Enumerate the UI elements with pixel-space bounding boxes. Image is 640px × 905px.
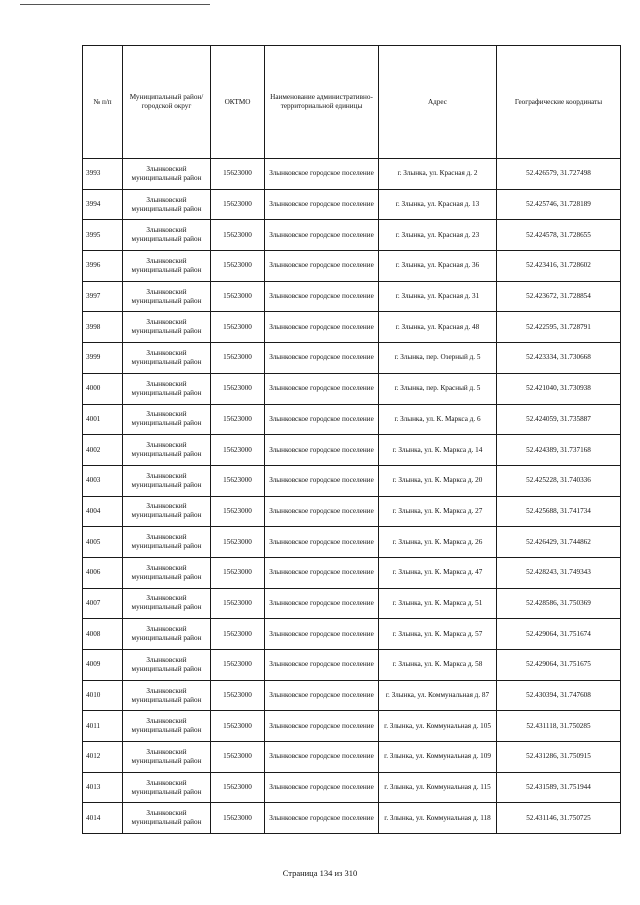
table-row bbox=[83, 557, 621, 588]
cell-district: Злынковский муниципальный район bbox=[123, 220, 211, 251]
cell-coords: 52.424389, 31.737168 bbox=[497, 435, 621, 466]
table-row bbox=[83, 159, 621, 190]
cell-num: 4003 bbox=[83, 465, 123, 496]
cell-coords: 52.425228, 31.740336 bbox=[497, 465, 621, 496]
cell-district: Злынковский муниципальный район bbox=[123, 189, 211, 220]
cell-coords: 52.421040, 31.730938 bbox=[497, 373, 621, 404]
cell-unit: Злынковское городское поселение bbox=[265, 803, 379, 834]
table-row bbox=[83, 619, 621, 650]
cell-oktmo: 15623000 bbox=[211, 742, 265, 773]
table-row bbox=[83, 711, 621, 742]
cell-district: Злынковский муниципальный район bbox=[123, 588, 211, 619]
cell-oktmo: 15623000 bbox=[211, 281, 265, 312]
cell-unit: Злынковское городское поселение bbox=[265, 312, 379, 343]
table-row bbox=[83, 465, 621, 496]
table-row bbox=[83, 404, 621, 435]
cell-oktmo: 15623000 bbox=[211, 159, 265, 190]
cell-unit: Злынковское городское поселение bbox=[265, 496, 379, 527]
cell-coords: 52.430394, 31.747608 bbox=[497, 680, 621, 711]
cell-coords: 52.428586, 31.750369 bbox=[497, 588, 621, 619]
cell-address: г. Злынка, ул. Коммунальная д. 87 bbox=[379, 680, 497, 711]
cell-district: Злынковский муниципальный район bbox=[123, 557, 211, 588]
cell-unit: Злынковское городское поселение bbox=[265, 772, 379, 803]
cell-address: г. Злынка, ул. К. Маркса д. 57 bbox=[379, 619, 497, 650]
cell-address: г. Злынка, пер. Озерный д. 5 bbox=[379, 343, 497, 374]
cell-num: 4007 bbox=[83, 588, 123, 619]
cell-oktmo: 15623000 bbox=[211, 435, 265, 466]
cell-coords: 52.425688, 31.741734 bbox=[497, 496, 621, 527]
cell-unit: Злынковское городское поселение bbox=[265, 650, 379, 681]
cell-unit: Злынковское городское поселение bbox=[265, 281, 379, 312]
table-row bbox=[83, 772, 621, 803]
cell-num: 3997 bbox=[83, 281, 123, 312]
table-row bbox=[83, 343, 621, 374]
cell-unit: Злынковское городское поселение bbox=[265, 742, 379, 773]
cell-coords: 52.424059, 31.735887 bbox=[497, 404, 621, 435]
header-unit: Наименование административно-территориальной единицы bbox=[265, 46, 379, 159]
cell-coords: 52.426579, 31.727498 bbox=[497, 159, 621, 190]
header-coords: Географические координаты bbox=[497, 46, 621, 159]
cell-address: г. Злынка, ул. Коммунальная д. 105 bbox=[379, 711, 497, 742]
cell-coords: 52.424578, 31.728655 bbox=[497, 220, 621, 251]
cell-address: г. Злынка, ул. Коммунальная д. 115 bbox=[379, 772, 497, 803]
cell-district: Злынковский муниципальный район bbox=[123, 527, 211, 558]
table-header bbox=[83, 46, 621, 159]
cell-num: 4009 bbox=[83, 650, 123, 681]
cell-oktmo: 15623000 bbox=[211, 496, 265, 527]
cell-address: г. Злынка, ул. К. Маркса д. 20 bbox=[379, 465, 497, 496]
cell-unit: Злынковское городское поселение bbox=[265, 373, 379, 404]
cell-district: Злынковский муниципальный район bbox=[123, 772, 211, 803]
cell-district: Злынковский муниципальный район bbox=[123, 281, 211, 312]
cell-oktmo: 15623000 bbox=[211, 312, 265, 343]
cell-oktmo: 15623000 bbox=[211, 619, 265, 650]
cell-unit: Злынковское городское поселение bbox=[265, 527, 379, 558]
cell-num: 4002 bbox=[83, 435, 123, 466]
cell-district: Злынковский муниципальный район bbox=[123, 404, 211, 435]
cell-coords: 52.426429, 31.744862 bbox=[497, 527, 621, 558]
cell-address: г. Злынка, ул. К. Маркса д. 27 bbox=[379, 496, 497, 527]
cell-num: 4001 bbox=[83, 404, 123, 435]
cell-coords: 52.423416, 31.728602 bbox=[497, 251, 621, 282]
table-row bbox=[83, 189, 621, 220]
cell-coords: 52.431589, 31.751944 bbox=[497, 772, 621, 803]
cell-address: г. Злынка, ул. Красная д. 2 bbox=[379, 159, 497, 190]
cell-district: Злынковский муниципальный район bbox=[123, 711, 211, 742]
cell-district: Злынковский муниципальный район bbox=[123, 251, 211, 282]
cell-oktmo: 15623000 bbox=[211, 557, 265, 588]
cell-oktmo: 15623000 bbox=[211, 680, 265, 711]
cell-district: Злынковский муниципальный район bbox=[123, 619, 211, 650]
cell-oktmo: 15623000 bbox=[211, 404, 265, 435]
cell-coords: 52.431118, 31.750285 bbox=[497, 711, 621, 742]
cell-address: г. Злынка, ул. К. Маркса д. 26 bbox=[379, 527, 497, 558]
cell-coords: 52.423334, 31.730668 bbox=[497, 343, 621, 374]
cell-oktmo: 15623000 bbox=[211, 189, 265, 220]
cell-coords: 52.428243, 31.749343 bbox=[497, 557, 621, 588]
cell-coords: 52.429064, 31.751674 bbox=[497, 619, 621, 650]
cell-address: г. Злынка, ул. К. Маркса д. 58 bbox=[379, 650, 497, 681]
top-rule-line bbox=[20, 4, 210, 5]
table-row bbox=[83, 680, 621, 711]
table-row bbox=[83, 312, 621, 343]
header-row bbox=[83, 46, 621, 159]
cell-district: Злынковский муниципальный район bbox=[123, 680, 211, 711]
cell-coords: 52.422595, 31.728791 bbox=[497, 312, 621, 343]
cell-num: 4014 bbox=[83, 803, 123, 834]
table-row bbox=[83, 435, 621, 466]
table-row bbox=[83, 527, 621, 558]
cell-num: 3999 bbox=[83, 343, 123, 374]
table-row bbox=[83, 742, 621, 773]
cell-oktmo: 15623000 bbox=[211, 343, 265, 374]
cell-oktmo: 15623000 bbox=[211, 465, 265, 496]
cell-num: 4013 bbox=[83, 772, 123, 803]
cell-oktmo: 15623000 bbox=[211, 588, 265, 619]
cell-num: 4006 bbox=[83, 557, 123, 588]
cell-num: 4008 bbox=[83, 619, 123, 650]
cell-unit: Злынковское городское поселение bbox=[265, 404, 379, 435]
page-number: Страница 134 из 310 bbox=[282, 868, 358, 878]
cell-district: Злынковский муниципальный район bbox=[123, 742, 211, 773]
cell-num: 3995 bbox=[83, 220, 123, 251]
cell-num: 4004 bbox=[83, 496, 123, 527]
cell-unit: Злынковское городское поселение bbox=[265, 343, 379, 374]
cell-oktmo: 15623000 bbox=[211, 711, 265, 742]
address-coordinates-table bbox=[82, 45, 621, 834]
cell-district: Злынковский муниципальный район bbox=[123, 373, 211, 404]
cell-coords: 52.431146, 31.750725 bbox=[497, 803, 621, 834]
cell-unit: Злынковское городское поселение bbox=[265, 557, 379, 588]
table-row bbox=[83, 803, 621, 834]
cell-district: Злынковский муниципальный район bbox=[123, 650, 211, 681]
table-row bbox=[83, 496, 621, 527]
header-oktmo: ОКТМО bbox=[211, 46, 265, 159]
cell-unit: Злынковское городское поселение bbox=[265, 619, 379, 650]
cell-coords: 52.423672, 31.728854 bbox=[497, 281, 621, 312]
cell-address: г. Злынка, ул. Красная д. 31 bbox=[379, 281, 497, 312]
cell-address: г. Злынка, ул. Коммунальная д. 109 bbox=[379, 742, 497, 773]
cell-address: г. Злынка, ул. Красная д. 23 bbox=[379, 220, 497, 251]
cell-num: 3998 bbox=[83, 312, 123, 343]
cell-num: 4012 bbox=[83, 742, 123, 773]
cell-oktmo: 15623000 bbox=[211, 527, 265, 558]
cell-coords: 52.429064, 31.751675 bbox=[497, 650, 621, 681]
cell-unit: Злынковское городское поселение bbox=[265, 435, 379, 466]
cell-num: 4000 bbox=[83, 373, 123, 404]
table-body bbox=[83, 159, 621, 834]
cell-district: Злынковский муниципальный район bbox=[123, 803, 211, 834]
cell-oktmo: 15623000 bbox=[211, 803, 265, 834]
cell-address: г. Злынка, ул. К. Маркса д. 14 bbox=[379, 435, 497, 466]
table-row bbox=[83, 650, 621, 681]
cell-oktmo: 15623000 bbox=[211, 373, 265, 404]
cell-unit: Злынковское городское поселение bbox=[265, 465, 379, 496]
cell-district: Злынковский муниципальный район bbox=[123, 435, 211, 466]
cell-num: 3993 bbox=[83, 159, 123, 190]
cell-district: Злынковский муниципальный район bbox=[123, 343, 211, 374]
table-row bbox=[83, 373, 621, 404]
cell-district: Злынковский муниципальный район bbox=[123, 312, 211, 343]
cell-address: г. Злынка, пер. Красный д. 5 bbox=[379, 373, 497, 404]
header-num: № п/п bbox=[83, 46, 123, 159]
cell-address: г. Злынка, ул. К. Маркса д. 51 bbox=[379, 588, 497, 619]
header-address: Адрес bbox=[379, 46, 497, 159]
cell-unit: Злынковское городское поселение bbox=[265, 251, 379, 282]
cell-oktmo: 15623000 bbox=[211, 251, 265, 282]
cell-unit: Злынковское городское поселение bbox=[265, 680, 379, 711]
cell-unit: Злынковское городское поселение bbox=[265, 588, 379, 619]
cell-unit: Злынковское городское поселение bbox=[265, 189, 379, 220]
cell-address: г. Злынка, ул. Красная д. 13 bbox=[379, 189, 497, 220]
cell-address: г. Злынка, ул. Коммунальная д. 118 bbox=[379, 803, 497, 834]
cell-num: 4011 bbox=[83, 711, 123, 742]
cell-num: 3994 bbox=[83, 189, 123, 220]
cell-address: г. Злынка, ул. Красная д. 48 bbox=[379, 312, 497, 343]
table-row bbox=[83, 588, 621, 619]
cell-district: Злынковский муниципальный район bbox=[123, 496, 211, 527]
cell-address: г. Злынка, ул. К. Маркса д. 6 bbox=[379, 404, 497, 435]
cell-num: 4005 bbox=[83, 527, 123, 558]
header-district: Муниципальный район/городской округ bbox=[123, 46, 211, 159]
cell-oktmo: 15623000 bbox=[211, 772, 265, 803]
cell-oktmo: 15623000 bbox=[211, 220, 265, 251]
table-row bbox=[83, 281, 621, 312]
cell-num: 4010 bbox=[83, 680, 123, 711]
cell-num: 3996 bbox=[83, 251, 123, 282]
table-row bbox=[83, 220, 621, 251]
cell-coords: 52.431286, 31.750915 bbox=[497, 742, 621, 773]
cell-unit: Злынковское городское поселение bbox=[265, 159, 379, 190]
cell-district: Злынковский муниципальный район bbox=[123, 159, 211, 190]
cell-address: г. Злынка, ул. К. Маркса д. 47 bbox=[379, 557, 497, 588]
cell-coords: 52.425746, 31.728189 bbox=[497, 189, 621, 220]
cell-oktmo: 15623000 bbox=[211, 650, 265, 681]
cell-district: Злынковский муниципальный район bbox=[123, 465, 211, 496]
table-row bbox=[83, 251, 621, 282]
cell-address: г. Злынка, ул. Красная д. 36 bbox=[379, 251, 497, 282]
cell-unit: Злынковское городское поселение bbox=[265, 711, 379, 742]
cell-unit: Злынковское городское поселение bbox=[265, 220, 379, 251]
